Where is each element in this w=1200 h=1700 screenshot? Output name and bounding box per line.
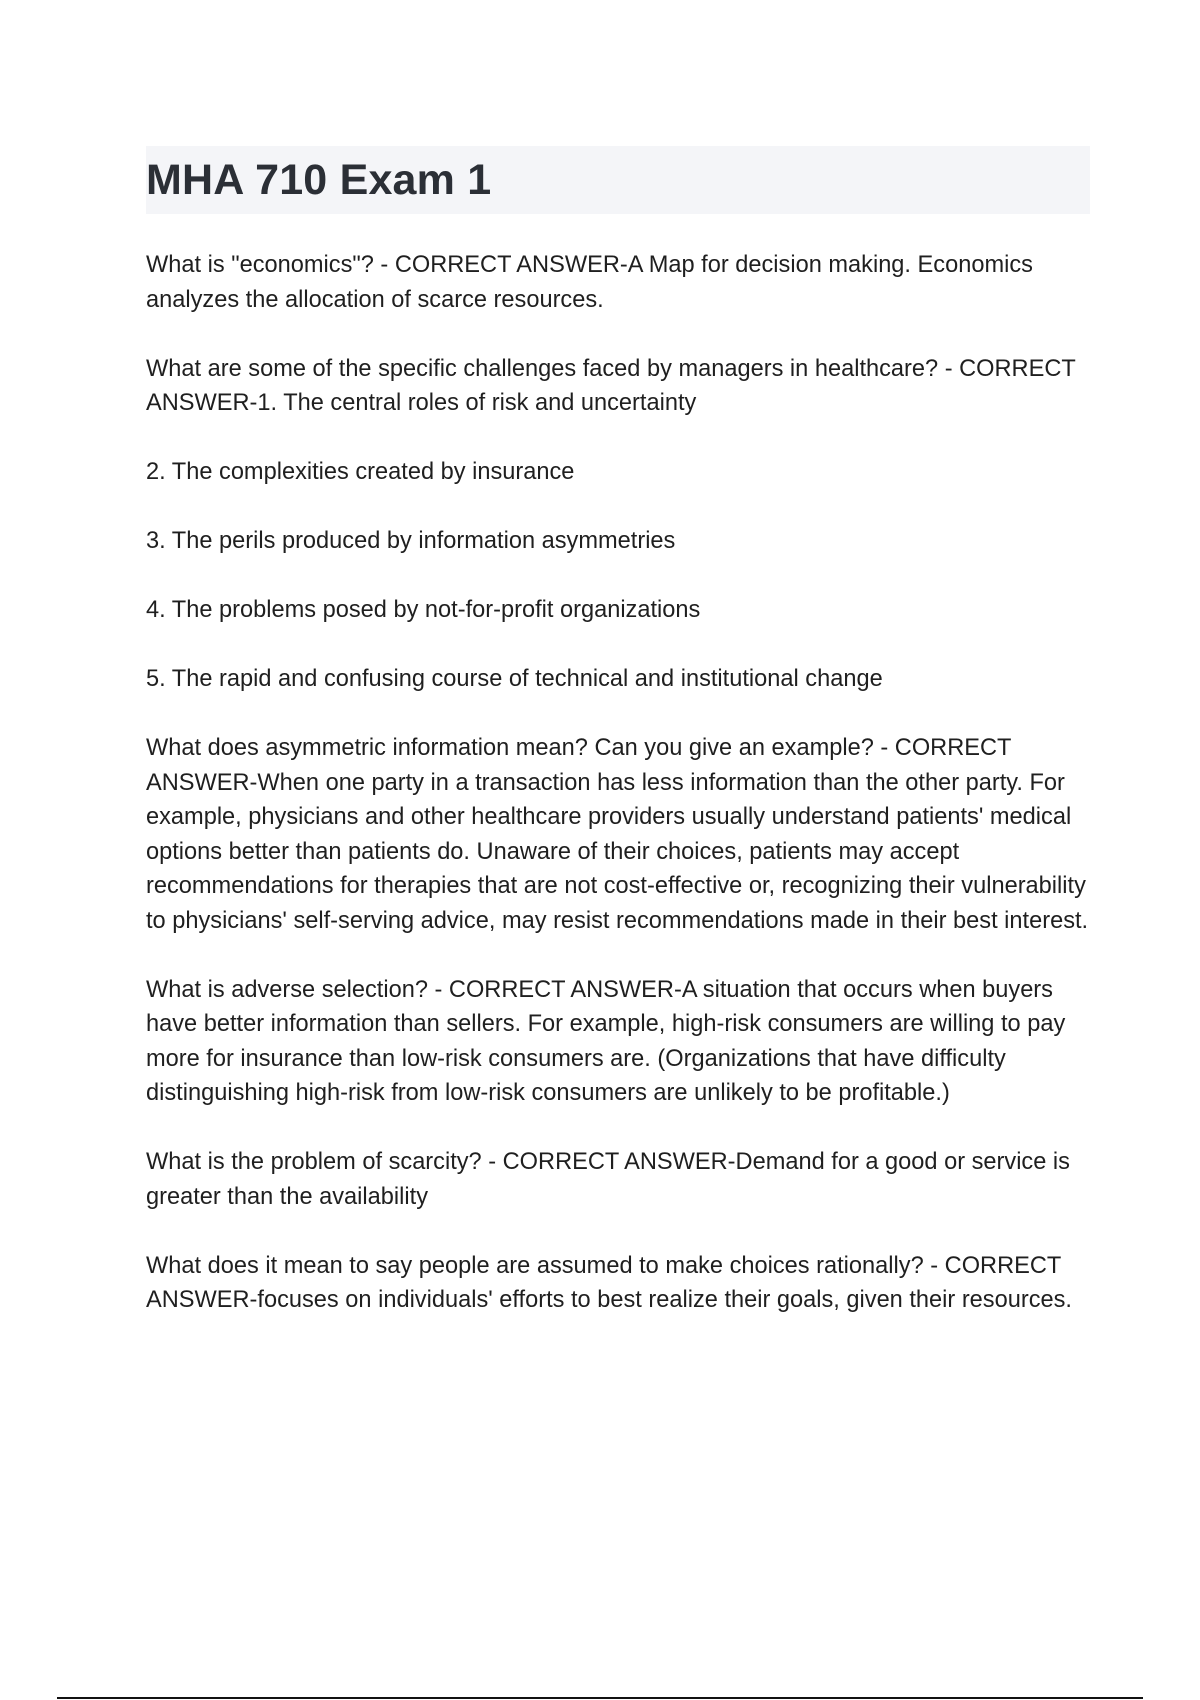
qa-paragraph-rational-choice: What does it mean to say people are assumed to make choices rationally? - CORRECT ANSWER-focuses on individuals' efforts to best realize their goals, given their resources.: [146, 1252, 1072, 1313]
qa-paragraph-scarcity: What is the problem of scarcity? - CORRECT ANSWER-Demand for a good or service is greater than the availability: [146, 1149, 1070, 1210]
qa-paragraph-asymmetric-information: What does asymmetric information mean? Can you give an example? - CORRECT ANSWER-When one party in a transaction has less information than the other party. For example, physicians and other healthcare providers usually understand patients' medical options better than patients do. Unaware of their choices, patients may accept recommendations for therapies that are not cost-effective or, recognizing their vulnerability to physicians' self-serving advice, may resist recommendations made in their best interest.: [146, 735, 1089, 934]
qa-paragraph-economics: What is "economics"? - CORRECT ANSWER-A Map for decision making. Economics analyzes the allocation of scarce resources.: [146, 252, 1033, 313]
list-item-not-for-profit: 4. The problems posed by not-for-profit organizations: [146, 597, 701, 623]
qa-paragraph-challenges: What are some of the specific challenges faced by managers in healthcare? - CORRECT ANSWER-1. The central roles of risk and uncertainty: [146, 355, 1076, 416]
document-title: MHA 710 Exam 1: [146, 155, 492, 204]
qa-paragraph-adverse-selection: What is adverse selection? - CORRECT ANSWER-A situation that occurs when buyers have better information than sellers. For example, high-risk consumers are willing to pay more for insurance than low-risk consumers are. (Organizations that have difficulty distinguishing high-risk from low-risk consumers are unlikely to be profitable.): [146, 976, 1066, 1106]
page-bottom-divider: [57, 1697, 1143, 1699]
title-banner: [146, 146, 1090, 214]
list-item-insurance: 2. The complexities created by insurance: [146, 459, 575, 485]
document-page: [146, 146, 1090, 1352]
list-item-information-asymmetries: 3. The perils produced by information asymmetries: [146, 528, 676, 554]
list-item-technical-change: 5. The rapid and confusing course of technical and institutional change: [146, 666, 883, 692]
